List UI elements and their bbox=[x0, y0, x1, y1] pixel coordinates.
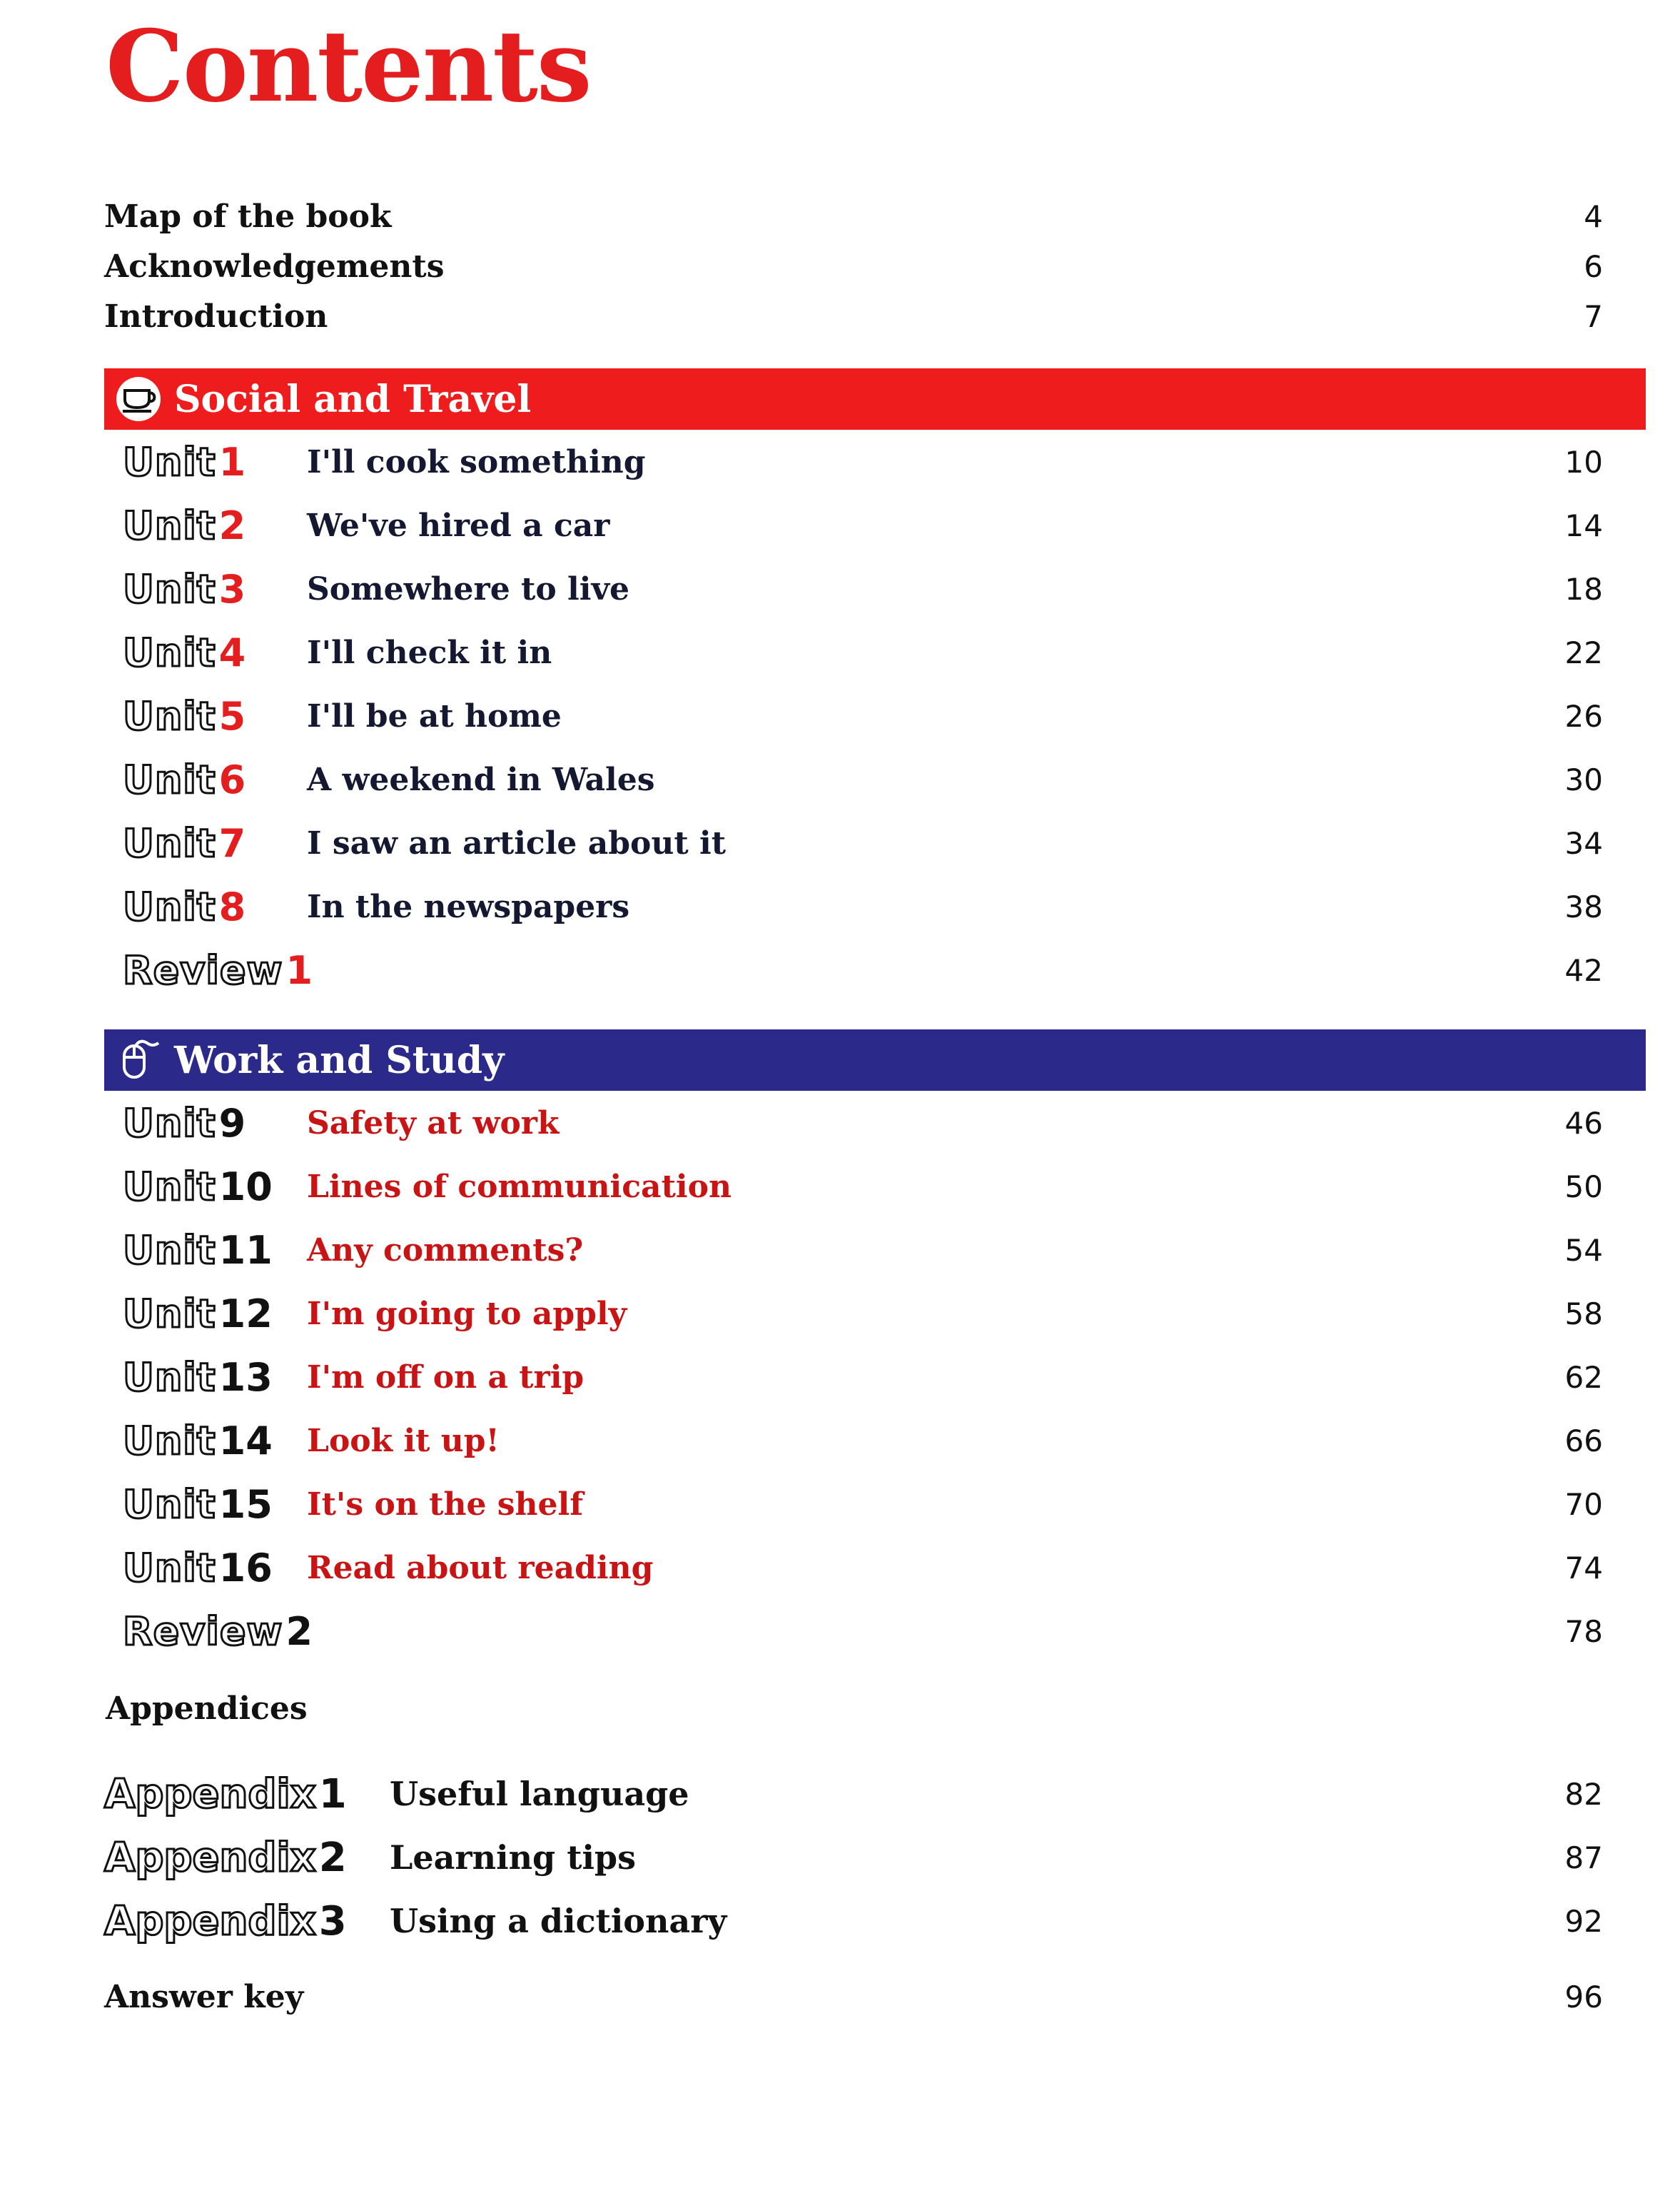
unit-number: 13 bbox=[218, 1354, 273, 1400]
toc-entry-appendix-1[interactable] bbox=[104, 1767, 1603, 1821]
page-number: 4 bbox=[1584, 198, 1603, 234]
page-number: 10 bbox=[1564, 444, 1603, 480]
unit-word: Unit bbox=[123, 757, 216, 802]
page-number: 66 bbox=[1564, 1423, 1603, 1458]
unit-number: 4 bbox=[218, 630, 246, 675]
unit-number: 6 bbox=[218, 757, 246, 802]
page-number: 70 bbox=[1564, 1486, 1603, 1522]
unit-number: 11 bbox=[218, 1227, 273, 1273]
page-number: 46 bbox=[1564, 1105, 1603, 1141]
entry-label: Answer key bbox=[104, 1978, 304, 2015]
unit-number: 16 bbox=[218, 1545, 273, 1590]
unit-number: 14 bbox=[218, 1418, 273, 1463]
toc-entry-appendix-2[interactable] bbox=[104, 1830, 1603, 1885]
unit-title: Somewhere to live bbox=[307, 570, 630, 608]
unit-title: I'll be at home bbox=[307, 697, 562, 735]
entry-label: Introduction bbox=[104, 298, 328, 335]
unit-word: Unit bbox=[123, 1100, 216, 1146]
toc-entry-appendix-3[interactable] bbox=[104, 1894, 1603, 1948]
toc-entry-unit-6[interactable] bbox=[123, 755, 1603, 805]
unit-title: Any comments? bbox=[307, 1231, 584, 1269]
review-word: Review bbox=[123, 1608, 283, 1654]
toc-entry-introduction[interactable] bbox=[104, 291, 1603, 341]
unit-title: Read about reading bbox=[307, 1549, 654, 1586]
page-number: 38 bbox=[1564, 889, 1603, 924]
page-number: 92 bbox=[1564, 1903, 1603, 1939]
toc-entry-unit-14[interactable] bbox=[123, 1416, 1603, 1466]
unit-title: We've hired a car bbox=[307, 507, 610, 544]
toc-entry-answer-key[interactable] bbox=[104, 1972, 1603, 2022]
unit-title: It's on the shelf bbox=[307, 1486, 584, 1523]
appendix-title: Using a dictionary bbox=[390, 1902, 727, 1940]
unit-title: Look it up! bbox=[307, 1422, 500, 1459]
entry-label: Map of the book bbox=[104, 198, 392, 235]
unit-number: 1 bbox=[218, 439, 246, 485]
section-header-work-study bbox=[104, 1029, 1646, 1091]
unit-word: Unit bbox=[123, 1291, 216, 1336]
page-number: 62 bbox=[1564, 1359, 1603, 1395]
page-number: 6 bbox=[1584, 248, 1603, 284]
unit-title: Safety at work bbox=[307, 1104, 560, 1141]
toc-entry-unit-16[interactable] bbox=[123, 1543, 1603, 1593]
page-number: 26 bbox=[1564, 698, 1603, 734]
unit-title: A weekend in Wales bbox=[307, 761, 655, 798]
appendices-heading: Appendices bbox=[106, 1690, 308, 1727]
unit-number: 7 bbox=[218, 820, 246, 866]
appendix-word: Appendix bbox=[104, 1834, 316, 1881]
toc-entry-unit-8[interactable] bbox=[123, 882, 1603, 932]
unit-word: Unit bbox=[123, 1354, 216, 1400]
page-number: 58 bbox=[1564, 1296, 1603, 1331]
unit-title: I'm off on a trip bbox=[307, 1358, 585, 1396]
page-number: 50 bbox=[1564, 1169, 1603, 1204]
section-header-social-travel bbox=[104, 368, 1646, 430]
page-number: 34 bbox=[1564, 825, 1603, 861]
toc-entry-review-1[interactable] bbox=[123, 945, 1603, 995]
toc-entry-unit-11[interactable] bbox=[123, 1225, 1603, 1275]
unit-word: Unit bbox=[123, 1164, 216, 1209]
unit-number: 2 bbox=[218, 503, 246, 548]
toc-entry-unit-12[interactable] bbox=[123, 1289, 1603, 1339]
toc-entry-unit-2[interactable] bbox=[123, 500, 1603, 550]
unit-word: Unit bbox=[123, 503, 216, 548]
unit-word: Unit bbox=[123, 630, 216, 675]
appendix-number: 3 bbox=[318, 1897, 347, 1945]
unit-title: I saw an article about it bbox=[307, 825, 727, 862]
unit-number: 5 bbox=[218, 693, 246, 739]
appendix-word: Appendix bbox=[104, 1770, 316, 1818]
review-word: Review bbox=[123, 947, 283, 993]
unit-number: 12 bbox=[218, 1291, 273, 1336]
page-number: 22 bbox=[1564, 635, 1603, 670]
toc-entry-unit-15[interactable] bbox=[123, 1479, 1603, 1529]
toc-entry-review-2[interactable] bbox=[123, 1606, 1603, 1656]
appendix-word: Appendix bbox=[104, 1897, 316, 1945]
unit-word: Unit bbox=[123, 820, 216, 866]
toc-entry-unit-10[interactable] bbox=[123, 1161, 1603, 1211]
toc-entry-unit-4[interactable] bbox=[123, 627, 1603, 677]
unit-word: Unit bbox=[123, 439, 216, 485]
unit-word: Unit bbox=[123, 1545, 216, 1590]
page-number: 78 bbox=[1564, 1613, 1603, 1649]
toc-entry-unit-7[interactable] bbox=[123, 818, 1603, 868]
unit-number: 8 bbox=[218, 884, 246, 929]
appendix-number: 2 bbox=[318, 1834, 347, 1881]
unit-title: In the newspapers bbox=[307, 888, 630, 925]
unit-word: Unit bbox=[123, 1481, 216, 1527]
page-number: 96 bbox=[1564, 1979, 1603, 2015]
unit-title: I'm going to apply bbox=[307, 1295, 627, 1332]
page-number: 87 bbox=[1564, 1840, 1603, 1875]
coffee-cup-icon bbox=[114, 375, 163, 423]
toc-entry-unit-13[interactable] bbox=[123, 1352, 1603, 1402]
unit-number: 3 bbox=[218, 566, 246, 612]
page-number: 42 bbox=[1564, 952, 1603, 988]
unit-word: Unit bbox=[123, 566, 216, 612]
unit-word: Unit bbox=[123, 1418, 216, 1463]
section-title: Work and Study bbox=[174, 1038, 505, 1082]
page-number: 14 bbox=[1564, 508, 1603, 543]
unit-title: I'll check it in bbox=[307, 634, 552, 671]
unit-word: Unit bbox=[123, 884, 216, 929]
page-number: 54 bbox=[1564, 1232, 1603, 1268]
unit-word: Unit bbox=[123, 1227, 216, 1273]
unit-word: Unit bbox=[123, 693, 216, 739]
toc-entry-map[interactable] bbox=[104, 191, 1603, 241]
entry-label: Acknowledgements bbox=[104, 248, 445, 285]
page-number: 18 bbox=[1564, 571, 1603, 607]
unit-title: I'll cook something bbox=[307, 443, 646, 480]
appendix-title: Learning tips bbox=[390, 1838, 636, 1877]
page-number: 30 bbox=[1564, 762, 1603, 797]
unit-number: 9 bbox=[218, 1100, 246, 1146]
unit-title: Lines of communication bbox=[307, 1168, 732, 1205]
toc-entry-unit-9[interactable] bbox=[123, 1098, 1603, 1148]
unit-number: 15 bbox=[218, 1481, 273, 1527]
page-number: 74 bbox=[1564, 1550, 1603, 1585]
toc-entry-unit-3[interactable] bbox=[123, 564, 1603, 614]
appendix-title: Useful language bbox=[390, 1775, 689, 1813]
appendix-number: 1 bbox=[318, 1770, 347, 1818]
computer-mouse-icon bbox=[114, 1036, 163, 1084]
unit-number: 10 bbox=[218, 1164, 273, 1209]
section-title: Social and Travel bbox=[174, 377, 532, 421]
page-title: Contents bbox=[106, 8, 591, 124]
review-number: 2 bbox=[285, 1608, 313, 1654]
toc-entry-acknowledgements[interactable] bbox=[104, 241, 1603, 291]
page-number: 7 bbox=[1584, 298, 1603, 334]
review-number: 1 bbox=[285, 947, 313, 993]
page-number: 82 bbox=[1564, 1776, 1603, 1812]
toc-entry-unit-1[interactable] bbox=[123, 437, 1603, 487]
toc-entry-unit-5[interactable] bbox=[123, 691, 1603, 741]
